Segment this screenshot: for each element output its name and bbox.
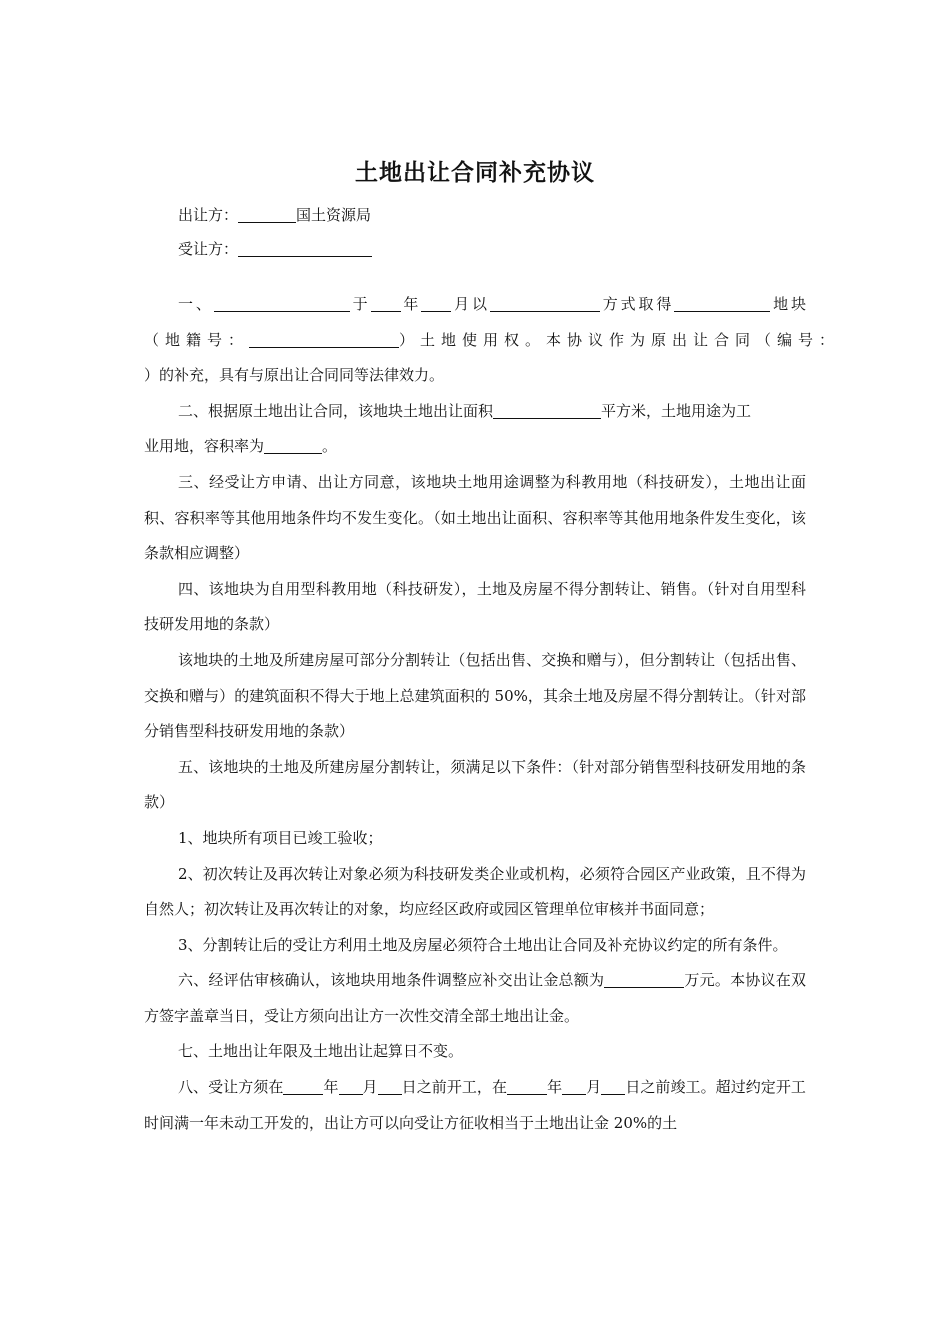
clause-2-far-blank[interactable]: [264, 437, 322, 454]
condition-item-3: 3、分割转让后的受让方利用土地及房屋必须符合土地出让合同及补充协议约定的所有条件。: [178, 935, 788, 954]
clause-3: 三、经受让方申请、出让方同意，该地块土地用途调整为科教用地（科技研发），土地出让面积、容积率等其他用地条件均不发生变化。（如土地出让面积、容积率等其他用地条件发生变化，该条款相应调整）: [144, 472, 806, 563]
clause-4-partial-sale: 该地块的土地及所建房屋可部分分割转让（包括出售、交换和赠与），但分割转让（包括出售、交换和赠与）的建筑面积不得大于地上总建筑面积的 50%，其余土地及房屋不得分割转让。（针对部分销售型科技研发用地的条款）: [144, 650, 806, 741]
clause-1-acquirer-blank[interactable]: [214, 295, 350, 312]
clause-1-text: ）土地使用权。本协议作为原出让合同（编号：: [399, 330, 841, 349]
clause-1-line-2: [144, 323, 841, 359]
clause-8-text: 年: [547, 1078, 563, 1097]
clause-6-text: 六、经评估审核确认，该地块用地条件调整应补交出让金总额为: [178, 971, 605, 990]
grantor-value: 国土资源局: [296, 206, 372, 224]
clause-1-cadastral-blank[interactable]: [249, 331, 399, 348]
clause-2-text: 二、根据原土地出让合同，该地块土地出让面积: [178, 401, 494, 420]
clause-1-month-blank[interactable]: [421, 295, 451, 312]
grantor-blank[interactable]: [238, 206, 296, 223]
clause-2-line-1: [144, 394, 806, 430]
clause-1-text: 方式取得: [599, 295, 675, 313]
clause-2-text: 。: [322, 437, 338, 456]
clause-1-text: （地籍号：: [144, 330, 250, 349]
document-title: 土地出让合同补充协议: [355, 160, 595, 186]
clause-8-text: 日之前开工，在: [401, 1078, 508, 1097]
clause-1-text: 一、: [178, 295, 214, 313]
condition-item-1: 1、地块所有项目已竣工验收；: [178, 828, 383, 847]
clause-8-end-year-blank[interactable]: [507, 1078, 547, 1095]
clause-8-text: 月: [586, 1078, 602, 1097]
grantee-line: [178, 238, 372, 259]
clause-8-start-day-blank[interactable]: [378, 1078, 402, 1095]
grantor-line: [178, 204, 371, 225]
clause-8: [144, 1070, 806, 1141]
grantor-label: 出让方：: [178, 206, 239, 224]
grantee-label: 受让方：: [178, 240, 239, 258]
clause-1-text: 月以: [451, 295, 490, 313]
clause-2-text: 业用地，容积率为: [144, 437, 265, 456]
clause-8-text: 月: [362, 1078, 378, 1097]
clause-1-text: 年: [400, 295, 422, 313]
grantee-blank[interactable]: [238, 240, 372, 257]
clause-1-text: 于: [349, 295, 371, 313]
clause-8-end-day-blank[interactable]: [601, 1078, 625, 1095]
clause-2-area-blank[interactable]: [493, 402, 601, 419]
clause-1-line-3: ）的补充，具有与原出让合同同等法律效力。: [144, 366, 445, 385]
clause-1-method-blank[interactable]: [490, 295, 600, 312]
clause-8-text: 日之前竣工。超过约定开工时间满一年未动工开发的，出让方可以向受让方征收相当于土地出让金 20%的土: [144, 1078, 806, 1132]
clause-8-end-month-blank[interactable]: [562, 1078, 586, 1095]
clause-8-text: 年: [323, 1078, 339, 1097]
clause-8-start-year-blank[interactable]: [283, 1078, 323, 1095]
clause-1-year-blank[interactable]: [371, 295, 401, 312]
clause-1-line-1: [144, 287, 806, 323]
condition-item-2: 2、初次转让及再次转让对象必须为科技研发类企业或机构，必须符合园区产业政策，且不得为自然人；初次转让及再次转让的对象，均应经区政府或园区管理单位审核并书面同意；: [144, 864, 806, 919]
clause-8-start-month-blank[interactable]: [339, 1078, 363, 1095]
clause-8-text: 八、受让方须在: [178, 1078, 284, 1097]
clause-6: [144, 963, 806, 1034]
clause-1-parcel-blank[interactable]: [674, 295, 770, 312]
clause-2-line-2: [144, 429, 806, 465]
clause-1-text: 地块: [770, 295, 806, 313]
agreement-body: [144, 287, 841, 1141]
clause-2-text: 平方米，土地用途为工: [601, 401, 752, 420]
clause-4-self-use: 四、该地块为自用型科教用地（科技研发），土地及房屋不得分割转让、销售。（针对自用型科技研发用地的条款）: [144, 579, 806, 634]
clause-5: 五、该地块的土地及所建房屋分割转让，须满足以下条件：（针对部分销售型科技研发用地的条款）: [144, 757, 806, 812]
clause-6-amount-blank[interactable]: [604, 971, 684, 988]
clause-7: 七、土地出让年限及土地出让起算日不变。: [178, 1042, 464, 1061]
clause-6-text: 万元。本协议在双方签字盖章当日，受让方须向出让方一次性交清全部土地出让金。: [144, 971, 806, 1025]
